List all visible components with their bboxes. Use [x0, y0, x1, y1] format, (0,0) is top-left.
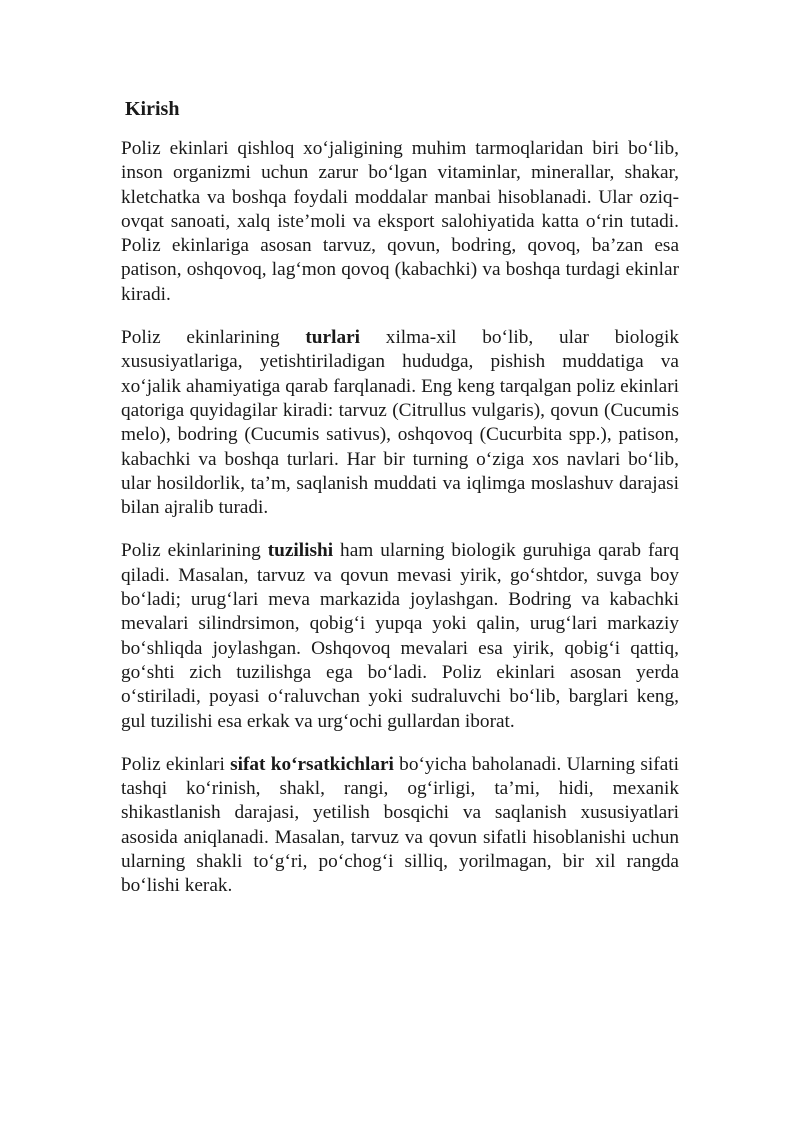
section-heading: Kirish	[125, 98, 180, 120]
types-paragraph	[121, 326, 679, 520]
quality-keyword: sifat ko‘rsatkichlari	[230, 753, 394, 775]
types-paragraph-lead: Poliz ekinlarining	[121, 327, 306, 349]
quality-paragraph-lead: Poliz ekinlari	[121, 753, 231, 775]
quality-paragraph-body: bo‘yicha baholanadi. Ularning sifati tashqi ko‘rinish, shakl, rangi, og‘irligi, ta’mi, hidi, mexanik shikastlanish darajasi, yetilish bosqichi va saqlanish xususiyatlari asosida aniqlanadi. Masalan, tarvuz va qovun sifatli hisoblanishi uchun ularning shakli to‘g‘ri, po‘chog‘i silliq, yorilmagan, bir xil rangda bo‘lishi kerak.	[121, 753, 679, 897]
structure-paragraph	[121, 539, 679, 733]
intro-paragraph	[121, 137, 679, 307]
structure-keyword: tuzilishi	[267, 540, 334, 562]
quality-paragraph	[121, 753, 679, 899]
intro-paragraph-text: Poliz ekinlari qishloq xo‘jaligining muhim tarmoqlaridan biri bo‘lib, inson organizmi uchun zarur bo‘lgan vitaminlar, minerallar, shakar, kletchatka va boshqa foydali moddalar manbai hisoblanadi. Ular oziq-ovqat sanoati, xalq iste’moli va eksport salohiyatida katta o‘rin tutadi. Poliz ekinlariga asosan tarvuz, qovun, bodring, qovoq, ba’zan esa patison, oshqovoq, lag‘mon qovoq (kabachki) va boshqa turdagi ekinlar kiradi.	[121, 138, 679, 305]
types-keyword: turlari	[305, 327, 361, 349]
document-page	[121, 94, 679, 918]
structure-paragraph-body: ham ularning biologik guruhiga qarab farq qiladi. Masalan, tarvuz va qovun mevasi yirik, go‘shtdor, suvga boy bo‘ladi; urug‘lari meva markazida joylashgan. Bodring va kabachki mevalari silindrsimon, qobig‘i yupqa yoki qalin, urug‘lari markaziy bo‘shliqda joylashgan. Oshqovoq mevalari esa yirik, qobig‘i qattiq, go‘shti zich tuzilishga ega bo‘ladi. Poliz ekinlari asosan yerda o‘stiriladi, poyasi o‘raluvchan yoki sudraluvchi bo‘lib, barglari keng, gul tuzilishi esa erkak va urg‘ochi gullardan iborat.	[121, 540, 679, 732]
types-paragraph-body: xilma-xil bo‘lib, ular biologik xususiyatlariga, yetishtiriladigan hududga, pishish muddatiga va xo‘jalik ahamiyatiga qarab farqlanadi. Eng keng tarqalgan poliz ekinlari qatoriga quyidagilar kiradi: tarvuz (Citrullus vulgaris), qovun (Cucumis melo), bodring (Cucumis sativus), oshqovoq (Cucurbita spp.), patison, kabachki va boshqa turlari. Har bir turning o‘ziga xos navlari bo‘lib, ular hosildorlik, ta’m, saqlanish muddati va iqlimga moslashuv darajasi bilan ajralib turadi.	[121, 327, 679, 519]
structure-paragraph-lead: Poliz ekinlarining	[121, 540, 268, 562]
